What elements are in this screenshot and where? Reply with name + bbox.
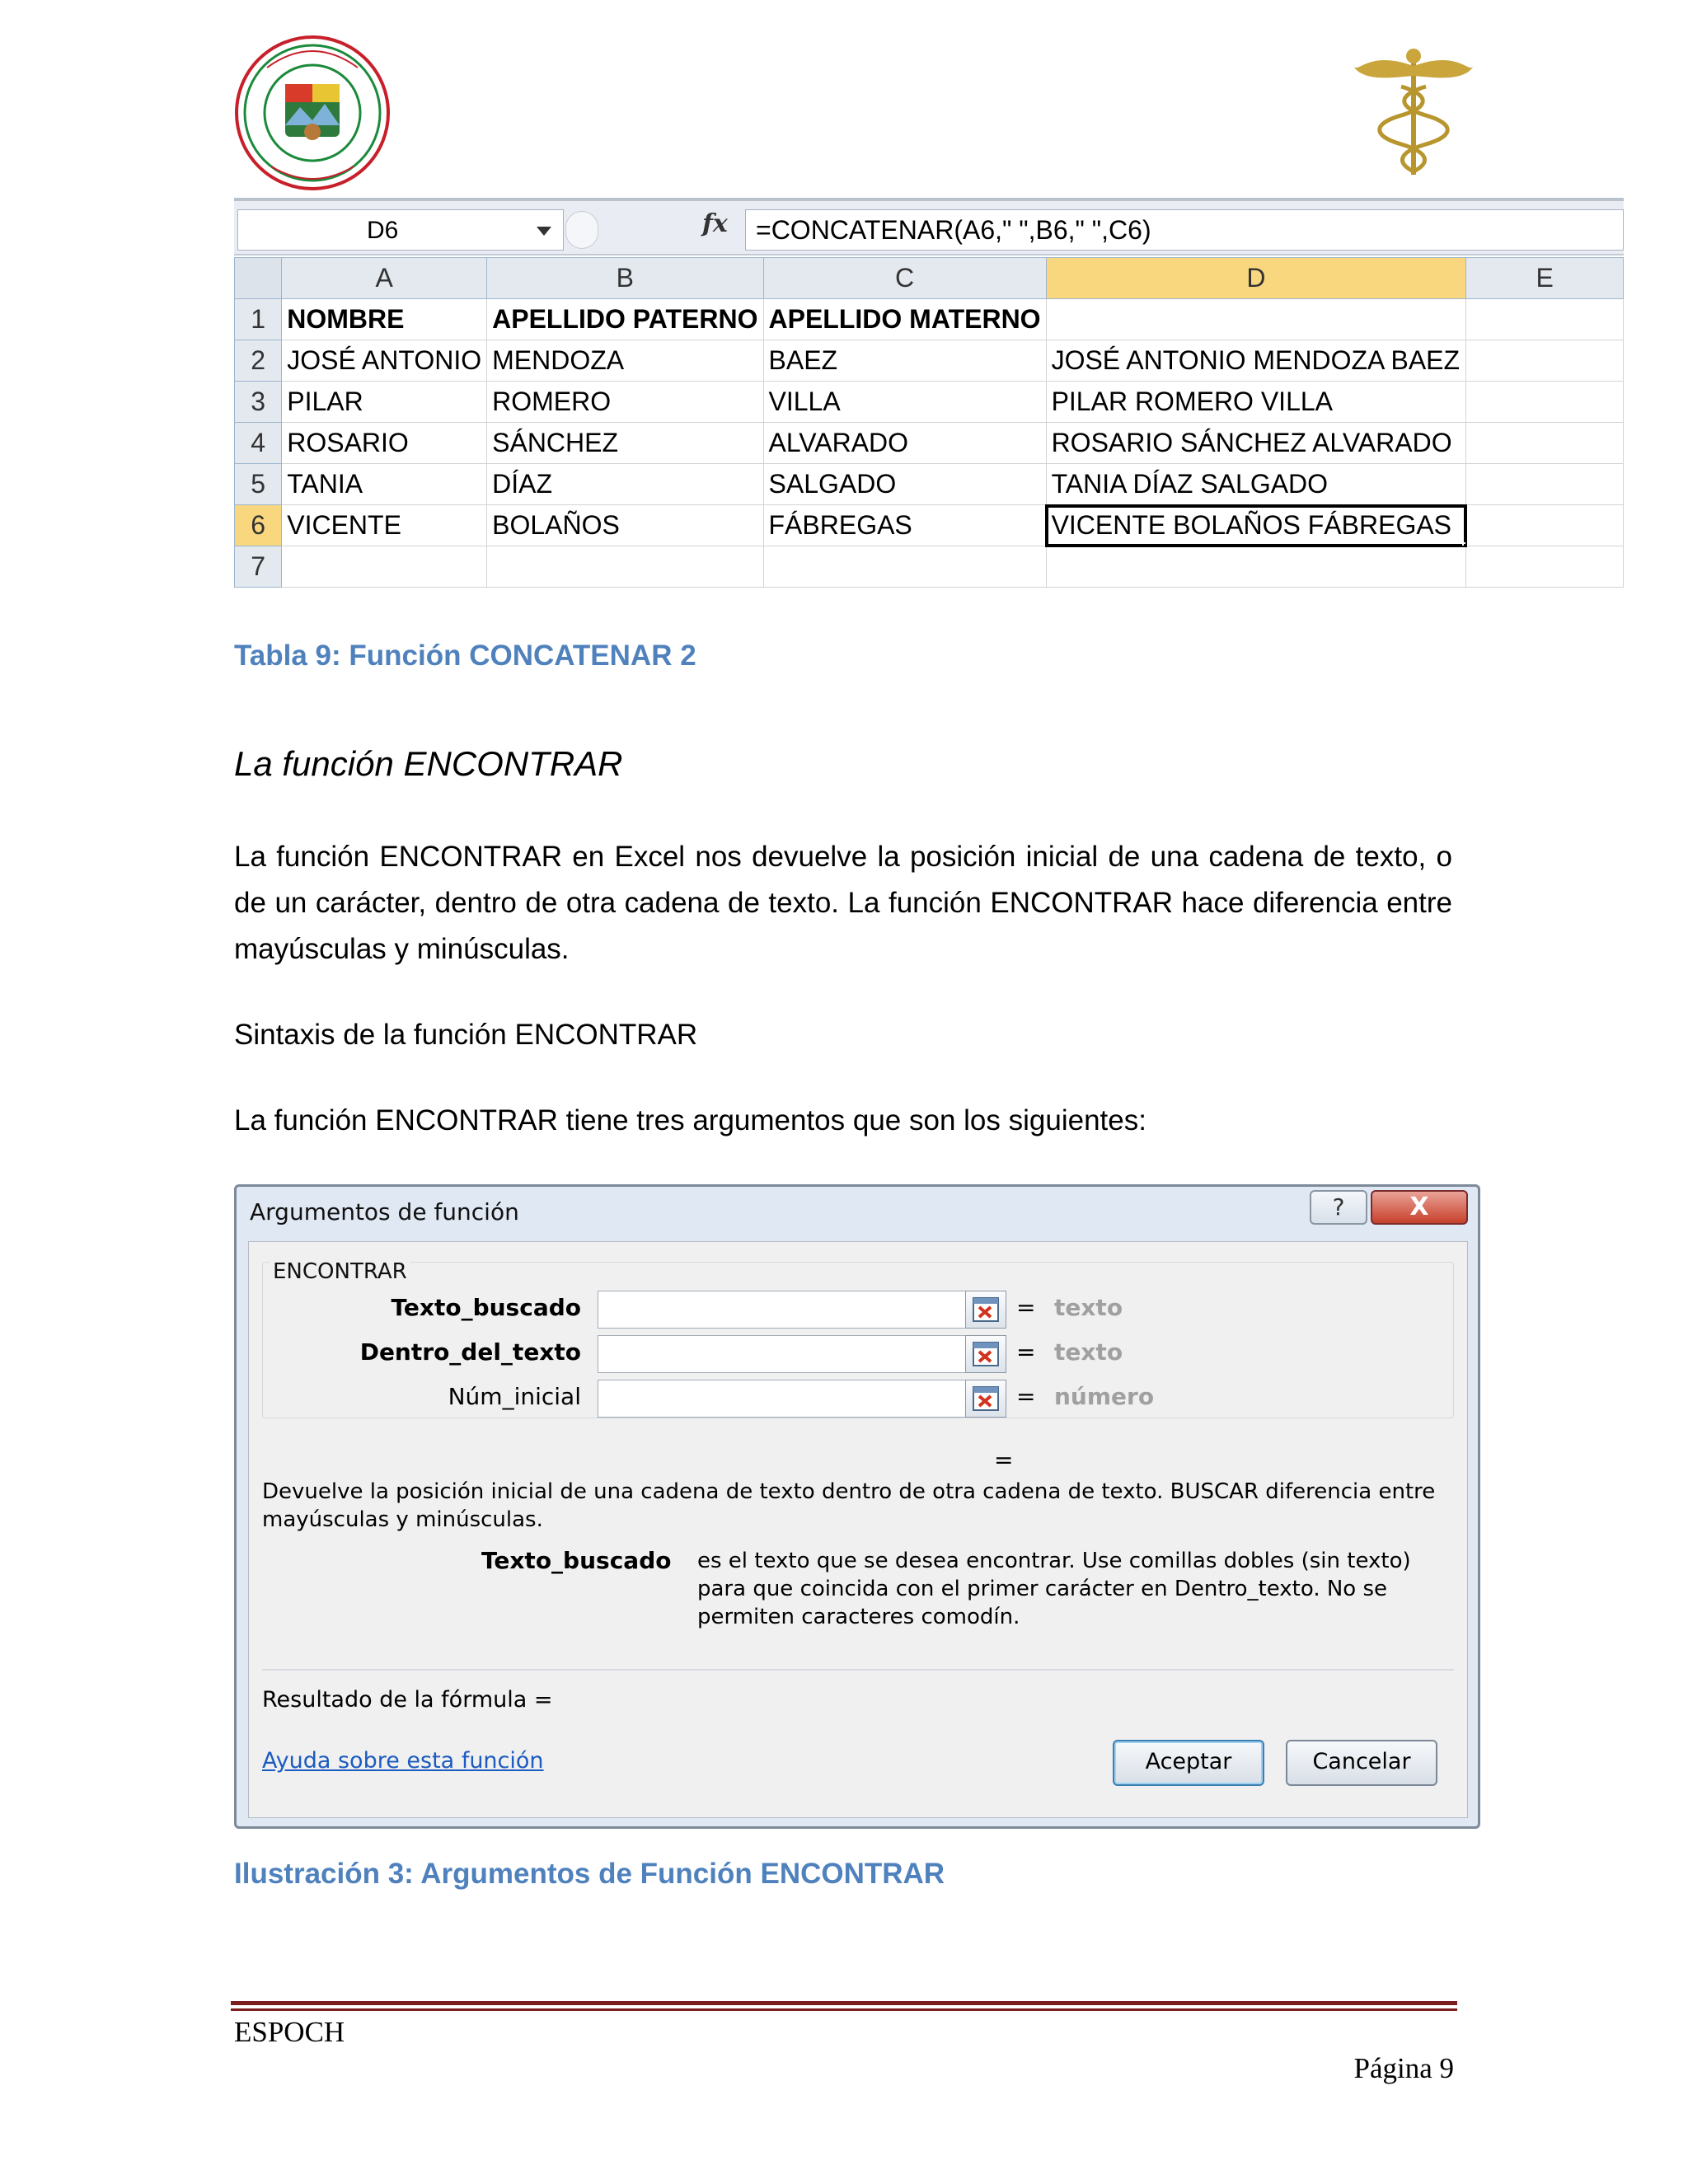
cell[interactable]: BAEZ [763,340,1046,382]
cell[interactable]: JOSÉ ANTONIO MENDOZA BAEZ [1046,340,1466,382]
table-caption: Tabla 9: Función CONCATENAR 2 [234,640,696,672]
spreadsheet-grid [234,257,1624,588]
cell[interactable]: TANIA [282,464,487,505]
row-header[interactable]: 5 [235,464,282,505]
cell[interactable] [1466,464,1624,505]
function-name-label: ENCONTRAR [270,1259,410,1284]
caduceus-icon [1352,41,1475,181]
cell[interactable] [1466,382,1624,423]
texto-buscado-input[interactable] [598,1291,993,1329]
dialog-title: Argumentos de función [250,1198,519,1226]
cell[interactable]: ALVARADO [763,423,1046,464]
collapse-dialog-button[interactable] [965,1380,1006,1418]
fx-icon[interactable]: fx [702,209,728,238]
cell[interactable] [1466,340,1624,382]
selected-cell-value: VICENTE BOLAÑOS FÁBREGAS [1051,510,1452,540]
name-box[interactable] [237,209,564,251]
section-heading: La función ENCONTRAR [234,744,623,783]
row-header[interactable]: 3 [235,382,282,423]
help-link[interactable]: Ayuda sobre esta función [262,1748,544,1774]
cell[interactable]: JOSÉ ANTONIO [282,340,487,382]
arg-type-numero: número [1054,1383,1155,1410]
select-all-corner[interactable] [235,258,282,299]
cell[interactable] [1466,299,1624,340]
cell[interactable]: NOMBRE [282,299,487,340]
cell[interactable] [1466,423,1624,464]
cell[interactable]: APELLIDO PATERNO [487,299,763,340]
arg-equals: = [1016,1338,1036,1366]
row-header[interactable]: 7 [235,546,282,588]
column-header-a[interactable]: A [282,258,487,299]
formula-result-label: Resultado de la fórmula = [262,1687,553,1713]
espoch-seal-logo [234,35,391,191]
name-box-value: D6 [367,217,399,244]
cell[interactable] [282,546,487,588]
column-header-e[interactable]: E [1466,258,1624,299]
table-row [235,299,1624,340]
cell[interactable]: TANIA DÍAZ SALGADO [1046,464,1466,505]
arg-type-texto: texto [1054,1338,1123,1366]
footer-institution: ESPOCH [234,2016,345,2048]
arg-type-texto: texto [1054,1294,1123,1321]
table-row [235,546,1624,588]
function-arguments-dialog [234,1184,1480,1829]
arg-equals: = [1016,1383,1036,1410]
table-row [235,423,1624,464]
row-header[interactable]: 4 [235,423,282,464]
cell[interactable] [487,546,763,588]
help-button[interactable]: ? [1310,1190,1367,1225]
cell[interactable]: APELLIDO MATERNO [763,299,1046,340]
formula-bar [234,198,1624,255]
cancel-button[interactable]: Cancelar [1286,1740,1437,1786]
range-select-icon [973,1386,999,1411]
cell[interactable]: VILLA [763,382,1046,423]
formula-input[interactable] [745,209,1624,251]
accept-button[interactable]: Aceptar [1113,1740,1264,1786]
arg-equals: = [1016,1294,1036,1321]
cell[interactable]: SÁNCHEZ [487,423,763,464]
cell[interactable]: ROSARIO [282,423,487,464]
name-box-dropdown-icon[interactable] [537,227,551,236]
dialog-body [248,1241,1468,1818]
range-select-icon [973,1297,999,1322]
table-row [235,382,1624,423]
range-select-icon [973,1342,999,1366]
fill-handle[interactable] [1462,542,1466,546]
close-button[interactable]: X [1371,1190,1468,1225]
footer-rule [231,2001,1457,2011]
result-equals: = [994,1446,1014,1474]
paragraph-syntax: Sintaxis de la función ENCONTRAR [234,1019,698,1051]
table-row [235,505,1624,546]
cell[interactable]: BOLAÑOS [487,505,763,546]
arguments-group [262,1259,1454,1418]
cell[interactable] [763,546,1046,588]
cell[interactable]: ROMERO [487,382,763,423]
table-row [235,340,1624,382]
arg-label-num-inicial: Núm_inicial [448,1383,581,1410]
column-header-c[interactable]: C [763,258,1046,299]
arg-description-text: es el texto que se desea encontrar. Use comillas dobles (sin texto) para que coincida con el primer carácter en Dentro_texto. No se permiten caracteres comodín. [697,1549,1411,1629]
cell[interactable]: FÁBREGAS [763,505,1046,546]
divider [262,1669,1454,1671]
row-header[interactable]: 1 [235,299,282,340]
cell[interactable] [1046,299,1466,340]
column-header-d[interactable]: D [1046,258,1466,299]
row-header[interactable]: 6 [235,505,282,546]
dentro-del-texto-input[interactable] [598,1335,993,1373]
cell[interactable]: VICENTE [282,505,487,546]
cell[interactable]: ROSARIO SÁNCHEZ ALVARADO [1046,423,1466,464]
table-row [235,464,1624,505]
selected-cell[interactable] [1046,505,1466,546]
cell[interactable]: SALGADO [763,464,1046,505]
cell[interactable] [1466,505,1624,546]
cell[interactable] [1466,546,1624,588]
row-header[interactable]: 2 [235,340,282,382]
collapse-dialog-button[interactable] [965,1335,1006,1373]
paragraph-description: La función ENCONTRAR en Excel nos devuelve la posición inicial de una cadena de texto, o de un carácter, dentro de otra cadena de texto. La función ENCONTRAR hace diferencia entre mayúsculas y minúsculas. [234,841,1452,965]
function-description: Devuelve la posición inicial de una cadena de texto dentro de otra cadena de texto. BUSCAR diferencia entre mayúsculas y minúsculas. [262,1479,1436,1532]
formula-bar-splitter[interactable] [565,211,598,249]
cell[interactable]: DÍAZ [487,464,763,505]
cell[interactable]: PILAR [282,382,487,423]
arg-description-name: Texto_buscado [481,1547,672,1574]
cell[interactable]: PILAR ROMERO VILLA [1046,382,1466,423]
arg-label-texto-buscado: Texto_buscado [391,1294,581,1321]
cell[interactable] [1046,546,1466,588]
cell[interactable]: MENDOZA [487,340,763,382]
column-header-b[interactable]: B [487,258,763,299]
num-inicial-input[interactable] [598,1380,993,1418]
arg-label-dentro-del-texto: Dentro_del_texto [359,1338,581,1366]
formula-text: =CONCATENAR(A6," ",B6," ",C6) [756,215,1151,245]
collapse-dialog-button[interactable] [965,1291,1006,1329]
excel-screenshot [234,198,1624,590]
paragraph-arguments: La función ENCONTRAR tiene tres argumentos que son los siguientes: [234,1104,1146,1137]
page-number: Página 9 [1353,2052,1454,2084]
figure-caption: Ilustración 3: Argumentos de Función ENCONTRAR [234,1858,945,1890]
